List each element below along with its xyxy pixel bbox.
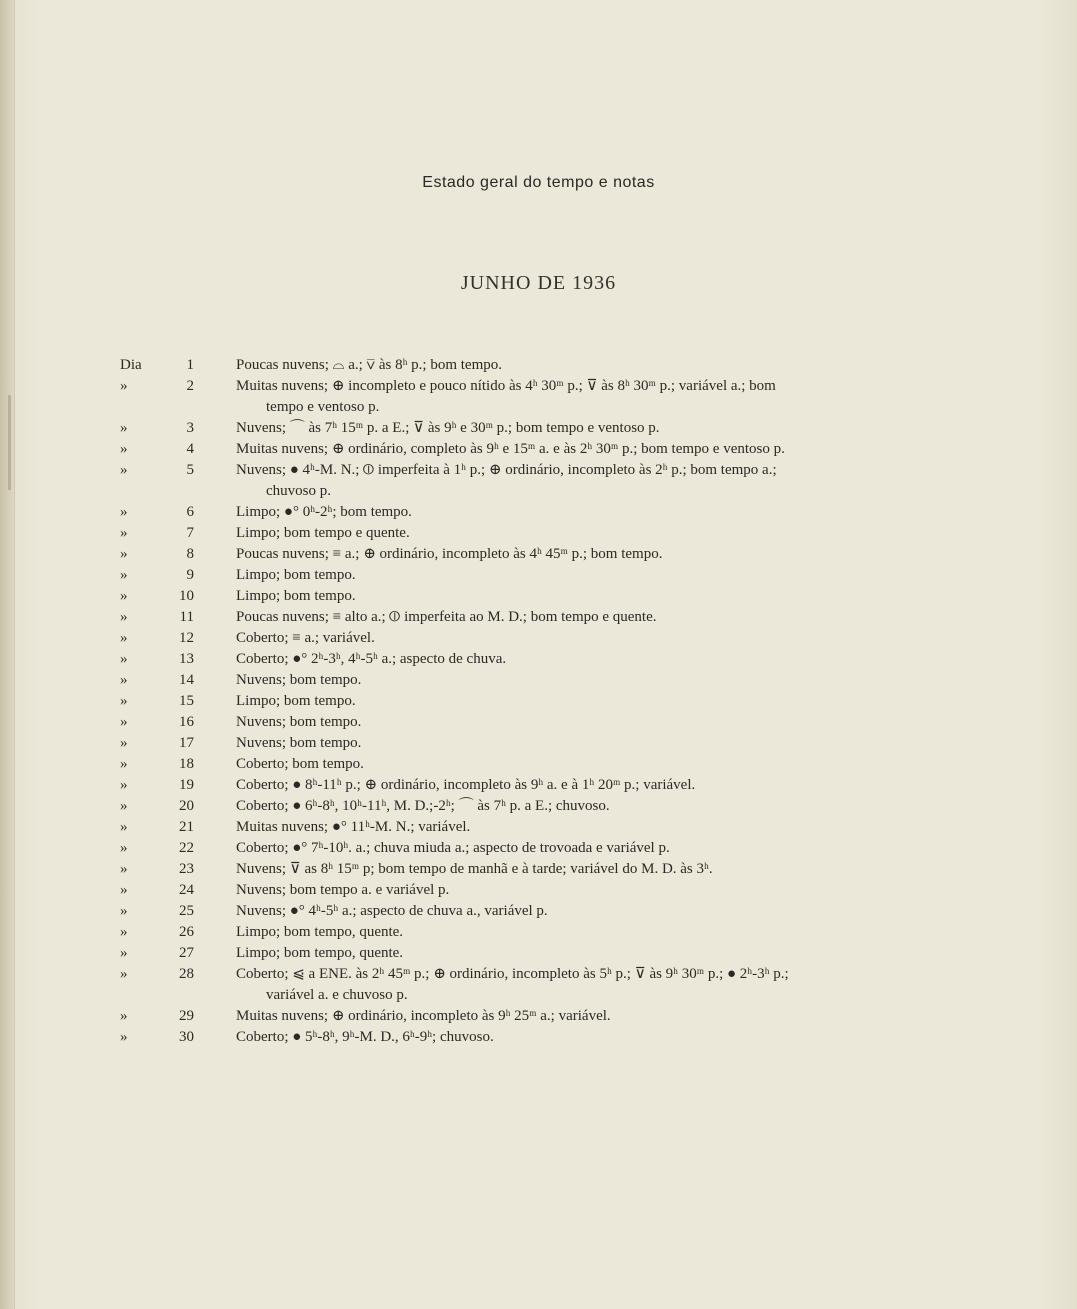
day-row [0,733,1077,754]
day-note: Coberto; ≡ a.; variável. [236,630,375,646]
day-number: 26 [179,924,194,940]
day-note: Nuvens; ●° 4ʰ-5ʰ a.; aspecto de chuva a., variável p. [236,903,548,919]
day-number: 29 [179,1008,194,1024]
day-row [0,1006,1077,1027]
day-note-continuation: variável a. e chuvoso p. [266,987,408,1003]
day-row [0,649,1077,670]
day-marker: » [120,756,128,772]
day-number: 30 [179,1029,194,1045]
day-number: 28 [179,966,194,982]
day-marker: » [120,525,128,541]
day-row [0,943,1077,964]
day-row [0,628,1077,649]
day-note: Coberto; bom tempo. [236,756,364,772]
day-marker: » [120,588,128,604]
day-note: Limpo; ●° 0ʰ-2ʰ; bom tempo. [236,504,412,520]
day-marker: » [120,672,128,688]
day-marker: » [120,777,128,793]
day-marker: » [120,567,128,583]
day-note: Limpo; bom tempo, quente. [236,945,404,961]
day-number: 14 [179,672,194,688]
day-note: Limpo; bom tempo. [236,567,356,583]
day-number: 5 [186,462,194,478]
day-note: Nuvens; ● 4ʰ-M. N.; ⦶ imperfeita à 1ʰ p.; ⊕ ordinário, incompleto às 2ʰ p.; bom tempo a.; [236,462,777,478]
day-marker: » [120,378,128,394]
day-number: 19 [179,777,194,793]
day-note-continuation: chuvoso p. [266,483,331,499]
day-number: 22 [179,840,194,856]
day-note: Coberto; ● 5ʰ-8ʰ, 9ʰ-M. D., 6ʰ-9ʰ; chuvoso. [236,1029,494,1045]
day-row [0,964,1077,1006]
day-row [0,439,1077,460]
day-number: 4 [186,441,194,457]
day-marker: » [120,420,128,436]
day-number: 11 [179,609,194,625]
day-marker: » [120,1008,128,1024]
day-marker: » [120,546,128,562]
day-marker: » [120,441,128,457]
day-marker: » [120,819,128,835]
day-note: Nuvens; ⊽ as 8ʰ 15ᵐ p; bom tempo de manhã e à tarde; variável do M. D. às 3ʰ. [236,861,713,877]
day-number: 6 [186,504,194,520]
day-note: Limpo; bom tempo, quente. [236,924,404,940]
day-marker: Dia [120,357,142,373]
day-row [0,565,1077,586]
day-number: 15 [179,693,194,709]
day-marker: » [120,462,128,478]
day-note: Muitas nuvens; ⊕ incompleto e pouco nítido às 4ʰ 30ᵐ p.; ⊽ às 8ʰ 30ᵐ p.; variável a.; bom [236,378,776,394]
day-number: 16 [179,714,194,730]
day-note: Coberto; ● 6ʰ-8ʰ, 10ʰ-11ʰ, M. D.;-2ʰ; ⌒ às 7ʰ p. a E.; chuvoso. [236,798,610,814]
day-number: 1 [186,357,194,373]
day-number: 2 [186,378,194,394]
day-note: Coberto; ●° 7ʰ-10ʰ. a.; chuva miuda a.; aspecto de trovoada e variável p. [236,840,670,856]
day-row [0,796,1077,817]
day-row [0,838,1077,859]
day-number: 12 [179,630,194,646]
day-row [0,607,1077,628]
day-note: Coberto; ●° 2ʰ-3ʰ, 4ʰ-5ʰ a.; aspecto de chuva. [236,651,507,667]
day-marker: » [120,924,128,940]
day-row [0,418,1077,439]
day-note: Muitas nuvens; ●° 11ʰ-M. N.; variável. [236,819,471,835]
day-number: 17 [179,735,194,751]
day-note: Muitas nuvens; ⊕ ordinário, completo às 9ʰ e 15ᵐ a. e às 2ʰ 30ᵐ p.; bom tempo e ventoso p. [236,441,785,457]
day-row [0,691,1077,712]
weather-notes-list [0,355,1077,1048]
day-note: Coberto; ⩿ a ENE. às 2ʰ 45ᵐ p.; ⊕ ordinário, incompleto às 5ʰ p.; ⊽ às 9ʰ 30ᵐ p.; ● 2ʰ-3ʰ p.; [236,966,789,982]
day-note: Muitas nuvens; ⊕ ordinário, incompleto às 9ʰ 25ᵐ a.; variável. [236,1008,611,1024]
day-number: 25 [179,903,194,919]
day-marker: » [120,882,128,898]
day-row [0,460,1077,502]
day-row [0,922,1077,943]
day-note: Limpo; bom tempo. [236,588,356,604]
day-marker: » [120,651,128,667]
section-header: Estado geral do tempo e notas [422,174,655,191]
day-number: 23 [179,861,194,877]
day-row [0,376,1077,418]
day-marker: » [120,693,128,709]
day-note-continuation: tempo e ventoso p. [266,399,380,415]
day-row [0,859,1077,880]
day-number: 18 [179,756,194,772]
day-number: 9 [186,567,194,583]
day-marker: » [120,1029,128,1045]
day-note: Coberto; ● 8ʰ-11ʰ p.; ⊕ ordinário, incompleto às 9ʰ a. e à 1ʰ 20ᵐ p.; variável. [236,777,696,793]
day-note: Limpo; bom tempo e quente. [236,525,410,541]
day-row [0,817,1077,838]
day-note: Poucas nuvens; ≡ alto a.; ⦶ imperfeita ao M. D.; bom tempo e quente. [236,609,657,625]
day-row [0,502,1077,523]
day-marker: » [120,735,128,751]
day-number: 7 [186,525,194,541]
day-row [0,670,1077,691]
day-number: 8 [186,546,194,562]
day-note: Nuvens; ⌒ às 7ʰ 15ᵐ p. a E.; ⊽ às 9ʰ e 30ᵐ p.; bom tempo e ventoso p. [236,420,660,436]
day-row [0,712,1077,733]
day-number: 10 [179,588,194,604]
month-title: JUNHO DE 1936 [460,272,617,294]
day-marker: » [120,630,128,646]
day-note: Poucas nuvens; ≡ a.; ⊕ ordinário, incompleto às 4ʰ 45ᵐ p.; bom tempo. [236,546,663,562]
day-marker: » [120,903,128,919]
day-row [0,775,1077,796]
day-note: Nuvens; bom tempo. [236,735,362,751]
day-marker: » [120,945,128,961]
day-number: 20 [179,798,194,814]
day-row [0,1027,1077,1048]
day-marker: » [120,798,128,814]
day-row [0,901,1077,922]
day-row [0,880,1077,901]
day-marker: » [120,609,128,625]
day-row [0,586,1077,607]
day-marker: » [120,840,128,856]
day-number: 24 [179,882,194,898]
day-row [0,355,1077,376]
day-marker: » [120,966,128,982]
day-number: 3 [186,420,194,436]
day-note: Nuvens; bom tempo a. e variável p. [236,882,450,898]
day-marker: » [120,714,128,730]
day-row [0,544,1077,565]
day-number: 21 [179,819,194,835]
day-row [0,754,1077,775]
day-note: Poucas nuvens; ⌓ a.; ⊽ às 8ʰ p.; bom tempo. [236,357,502,373]
day-note: Limpo; bom tempo. [236,693,356,709]
day-marker: » [120,861,128,877]
day-note: Nuvens; bom tempo. [236,672,362,688]
day-note: Nuvens; bom tempo. [236,714,362,730]
day-row [0,523,1077,544]
day-number: 13 [179,651,194,667]
day-marker: » [120,504,128,520]
day-number: 27 [179,945,194,961]
